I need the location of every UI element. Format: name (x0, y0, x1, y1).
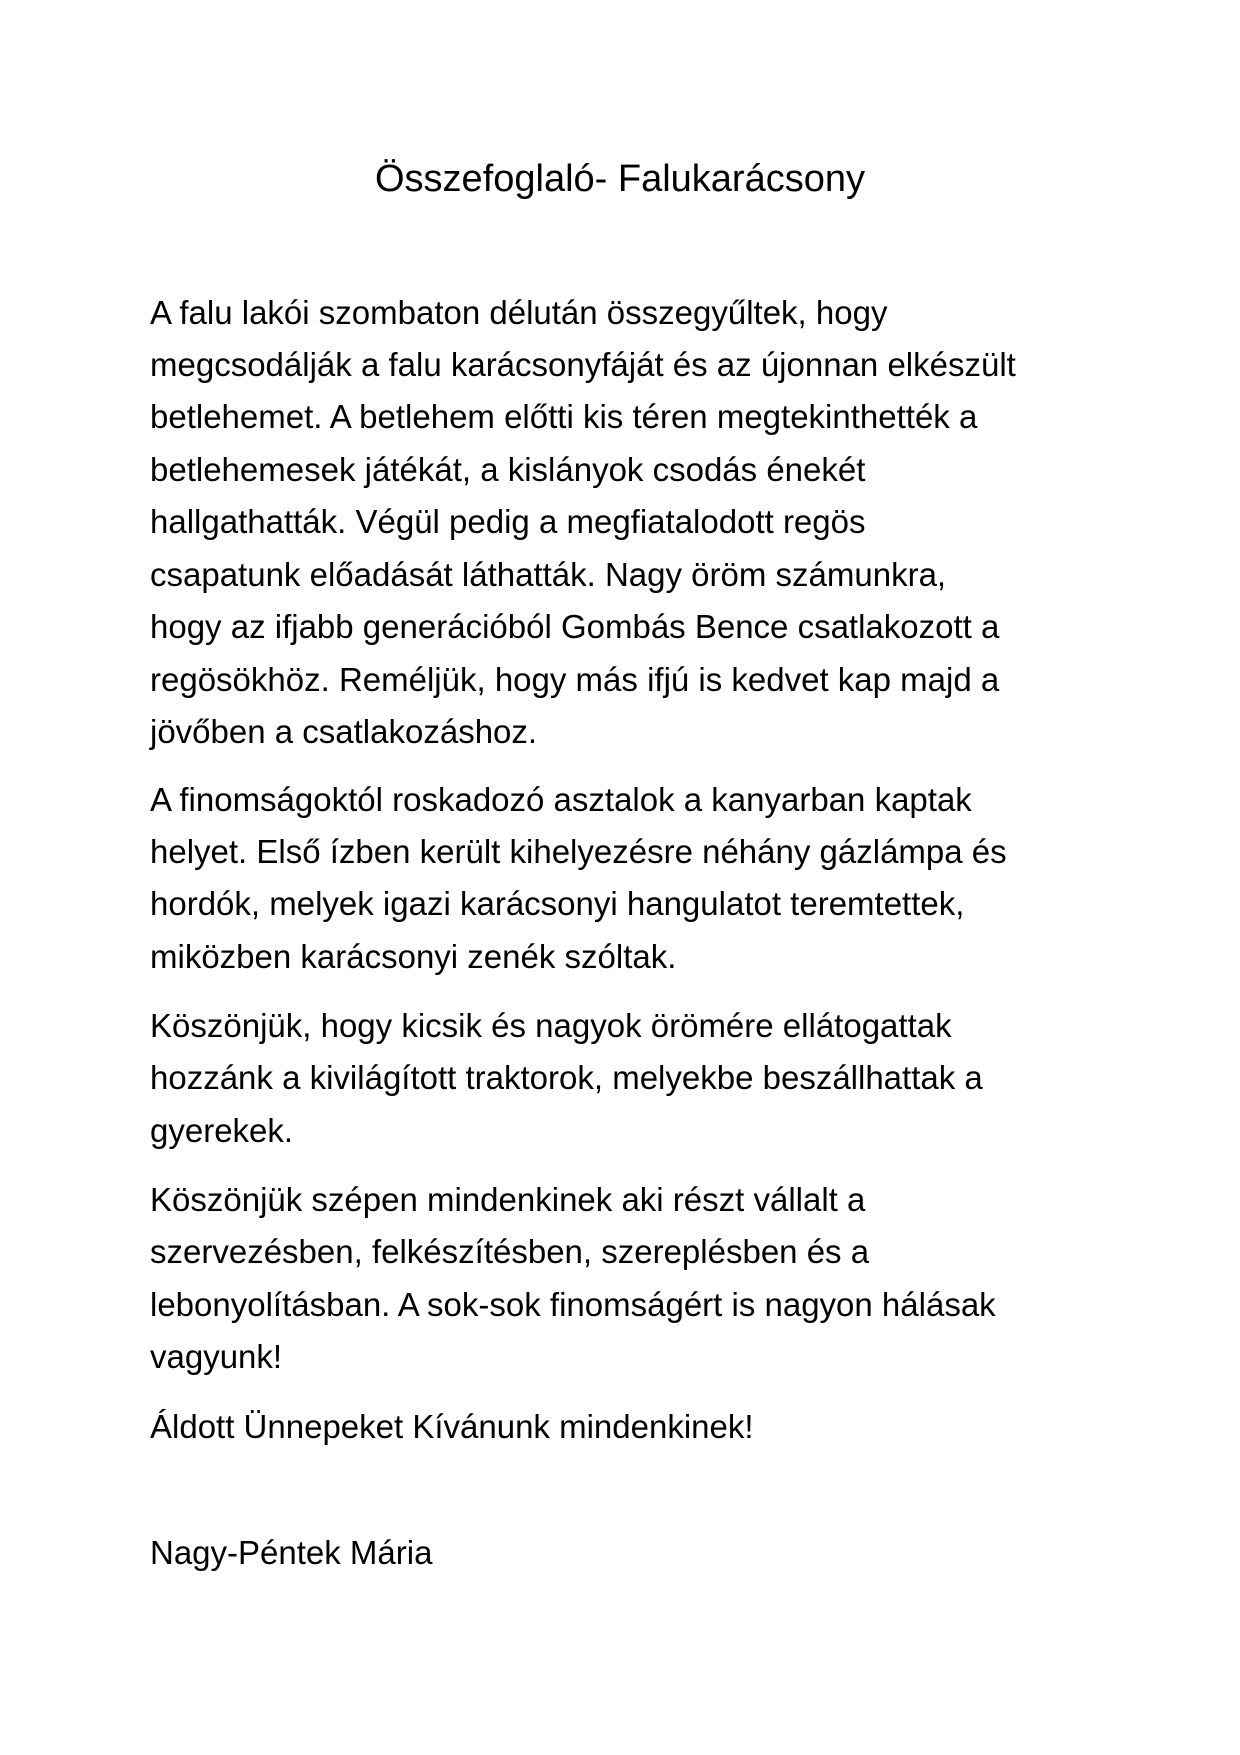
paragraph-line: jövőben a csatlakozáshoz. (150, 713, 538, 750)
paragraph-line: betlehemesek játékát, a kislányok csodás énekét (150, 451, 866, 488)
paragraph-line: gyerekek. (150, 1112, 294, 1149)
paragraph-line: megcsodálják a falu karácsonyfáját és az újonnan elkészült (150, 346, 1016, 383)
paragraph-line: vagyunk! (150, 1338, 283, 1375)
paragraph-line: miközben karácsonyi zenék szóltak. (150, 938, 677, 975)
document-title: Összefoglaló- Falukarácsony (375, 158, 865, 200)
paragraph-line: helyet. Első ízben került kihelyezésre néhány gázlámpa és (150, 833, 1007, 870)
paragraph-line: Köszönjük szépen mindenkinek aki részt vállalt a (150, 1181, 866, 1218)
paragraph-line: A finomságoktól roskadozó asztalok a kanyarban kaptak (150, 781, 972, 818)
paragraph-line: hordók, melyek igazi karácsonyi hangulatot teremtettek, (150, 885, 965, 922)
paragraph-line: lebonyolításban. A sok-sok finomságért is nagyon hálásak (150, 1286, 996, 1323)
paragraph-line: szervezésben, felkészítésben, szereplésben és a (150, 1233, 870, 1270)
paragraph-line: Áldott Ünnepeket Kívánunk mindenkinek! (150, 1408, 754, 1445)
paragraph-line: hallgathatták. Végül pedig a megfiatalodott regös (150, 503, 866, 540)
signature: Nagy-Péntek Mária (150, 1534, 433, 1571)
paragraph-line: betlehemet. A betlehem előtti kis téren megtekinthették a (150, 398, 978, 435)
paragraph-line: A falu lakói szombaton délután összegyűltek, hogy (150, 294, 888, 331)
paragraph-line: regösökhöz. Reméljük, hogy más ifjú is kedvet kap majd a (150, 661, 1000, 698)
paragraph-line: hozzánk a kivilágított traktorok, melyekbe beszállhattak a (150, 1059, 983, 1096)
paragraph-line: csapatunk előadását láthatták. Nagy öröm számunkra, (150, 556, 947, 593)
paragraph-line: Köszönjük, hogy kicsik és nagyok örömére ellátogattak (150, 1007, 952, 1044)
paragraph-line: hogy az ifjabb generációból Gombás Bence csatlakozott a (150, 608, 1000, 645)
